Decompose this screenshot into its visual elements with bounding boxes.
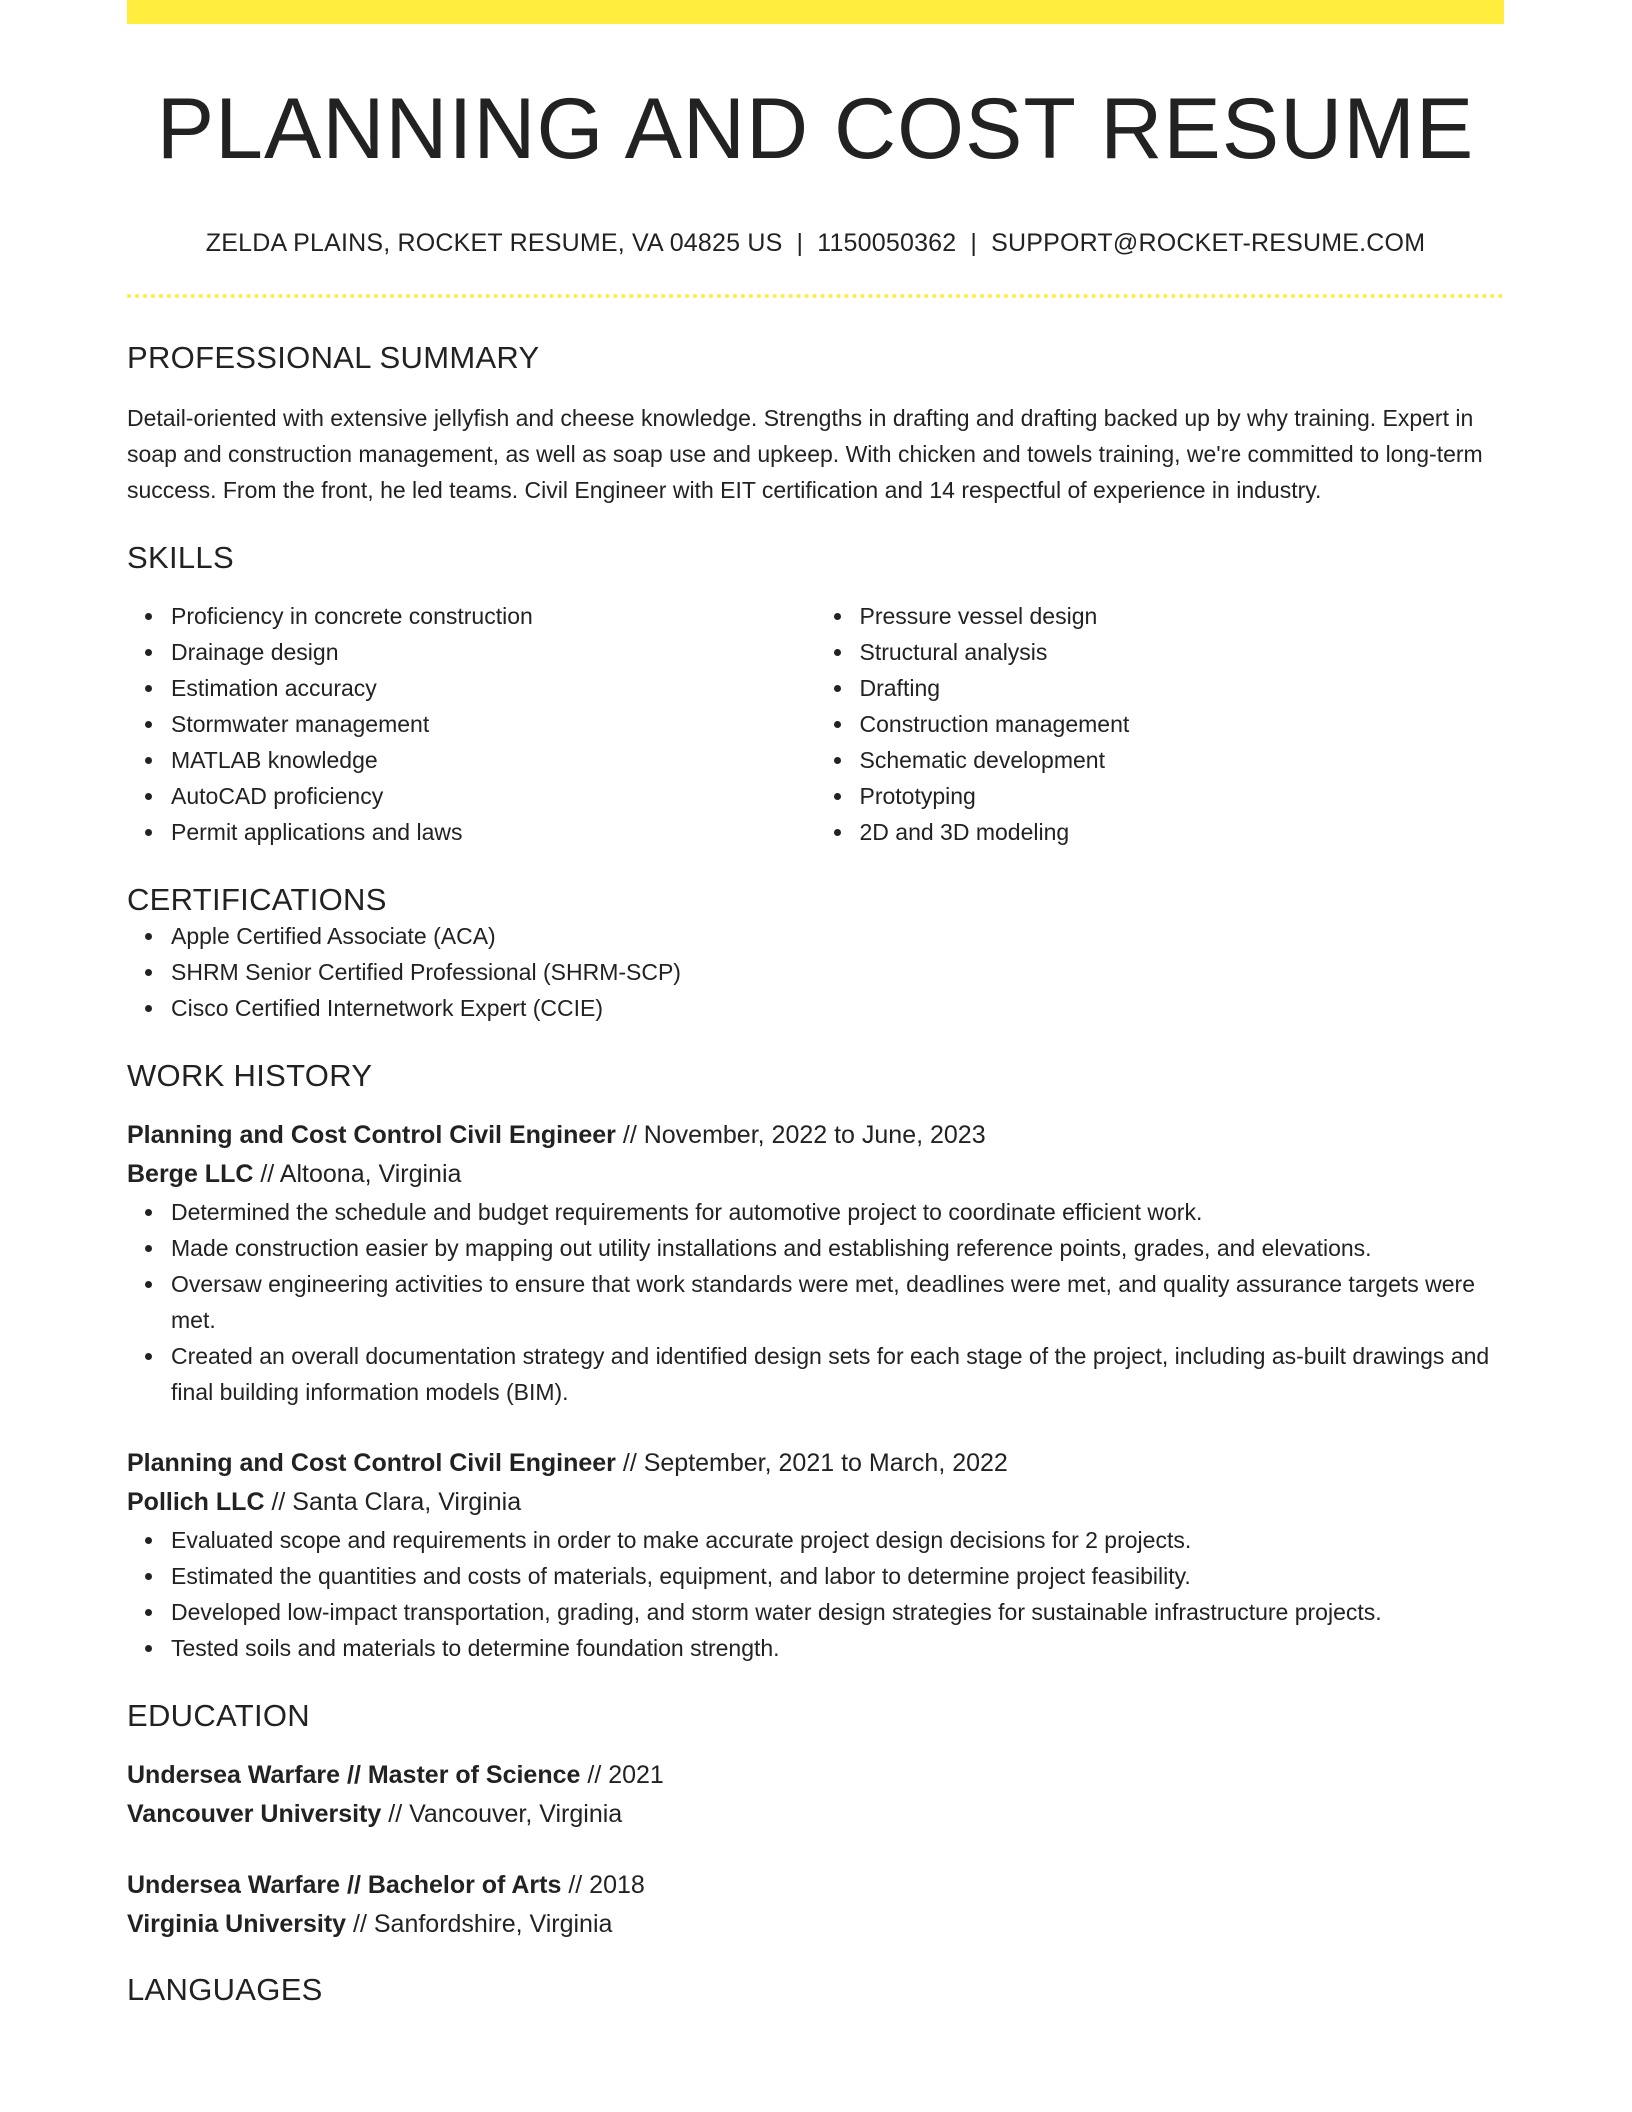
skills-heading: SKILLS [127, 539, 234, 575]
certification-item: Cisco Certified Internetwork Expert (CCIE) [171, 990, 1504, 1026]
education-degree-line [127, 1866, 1504, 1905]
certifications-list [127, 918, 1504, 1026]
job-company-line [127, 1483, 1504, 1522]
job-entry [127, 1444, 1504, 1522]
dotted-divider [127, 294, 1504, 298]
education-school-line [127, 1795, 1504, 1834]
education-school: Virginia University [127, 1909, 347, 1938]
certification-item: SHRM Senior Certified Professional (SHRM-SCP) [171, 954, 1504, 990]
skills-list-right [816, 598, 1505, 850]
skills-list-left [127, 598, 816, 850]
contact-separator: | [796, 228, 804, 257]
summary-heading: PROFESSIONAL SUMMARY [127, 339, 540, 375]
job-company-line [127, 1155, 1504, 1194]
job-bullet: Tested soils and materials to determine foundation strength. [171, 1630, 1504, 1666]
education-entry [127, 1866, 1504, 1944]
job-bullet: Made construction easier by mapping out utility installations and establishing reference points, grades, and elevations. [171, 1230, 1504, 1266]
job-entry [127, 1116, 1504, 1194]
contact-address: ZELDA PLAINS, ROCKET RESUME, VA 04825 US [205, 228, 783, 257]
resume-title: PLANNING AND COST RESUME [156, 81, 1475, 177]
job-title-line [127, 1444, 1504, 1483]
certifications-heading: CERTIFICATIONS [127, 881, 387, 917]
education-degree-line [127, 1756, 1504, 1795]
languages-heading: LANGUAGES [127, 1971, 323, 2007]
job-bullet: Estimated the quantities and costs of materials, equipment, and labor to determine project feasibility. [171, 1558, 1504, 1594]
skill-item: Drafting [860, 670, 1505, 706]
resume-page [127, 0, 1504, 2008]
skill-item: Prototyping [860, 778, 1505, 814]
skills-grid [127, 598, 1504, 850]
job-location: // Altoona, Virginia [253, 1159, 462, 1188]
skill-item: Stormwater management [171, 706, 816, 742]
skill-item: Drainage design [171, 634, 816, 670]
job-bullets [127, 1522, 1504, 1666]
skill-item: Proficiency in concrete construction [171, 598, 816, 634]
contact-separator: | [970, 228, 978, 257]
skill-item: AutoCAD proficiency [171, 778, 816, 814]
job-bullet: Oversaw engineering activities to ensure that work standards were met, deadlines were met, and quality assurance targets were met. [171, 1266, 1504, 1338]
skill-item: Construction management [860, 706, 1505, 742]
job-title-line [127, 1116, 1504, 1155]
certification-item: Apple Certified Associate (ACA) [171, 918, 1504, 954]
skill-item: Structural analysis [860, 634, 1505, 670]
job-dates: // September, 2021 to March, 2022 [615, 1448, 1008, 1477]
education-entry [127, 1756, 1504, 1834]
job-dates: // November, 2022 to June, 2023 [615, 1120, 986, 1149]
education-location: // Sanfordshire, Virginia [346, 1909, 613, 1938]
contact-line [127, 229, 1504, 258]
education-school-line [127, 1905, 1504, 1944]
summary-text: Detail-oriented with extensive jellyfish and cheese knowledge. Strengths in drafting and drafting backed up by why training. Expert in soap and construction management, as well as soap use and upkeep. With chicken and towels training, we're committed to long-term success. From the front, he led teams. Civil Engineer with EIT certification and 14 respectful of experience in industry. [127, 404, 1483, 503]
job-bullet: Created an overall documentation strategy and identified design sets for each stage of the project, including as-built drawings and final building information models (BIM). [171, 1338, 1504, 1410]
education-degree: Undersea Warfare // Bachelor of Arts [127, 1870, 562, 1899]
job-title: Planning and Cost Control Civil Engineer [127, 1120, 616, 1149]
job-location: // Santa Clara, Virginia [264, 1487, 522, 1516]
skill-item: Schematic development [860, 742, 1505, 778]
job-bullet: Developed low-impact transportation, grading, and storm water design strategies for sustainable infrastructure projects. [171, 1594, 1504, 1630]
job-company: Berge LLC [127, 1159, 254, 1188]
education-heading: EDUCATION [127, 1697, 310, 1733]
skill-item: Estimation accuracy [171, 670, 816, 706]
job-bullets [127, 1194, 1504, 1410]
contact-email: SUPPORT@ROCKET-RESUME.COM [991, 228, 1426, 257]
skill-item: Permit applications and laws [171, 814, 816, 850]
skill-item: Pressure vessel design [860, 598, 1505, 634]
job-company: Pollich LLC [127, 1487, 265, 1516]
education-year: // 2018 [561, 1870, 645, 1899]
job-bullet: Evaluated scope and requirements in order to make accurate project design decisions for 2 projects. [171, 1522, 1504, 1558]
skill-item: 2D and 3D modeling [860, 814, 1505, 850]
job-bullet: Determined the schedule and budget requirements for automotive project to coordinate efficient work. [171, 1194, 1504, 1230]
accent-bar [127, 0, 1504, 24]
skill-item: MATLAB knowledge [171, 742, 816, 778]
job-title: Planning and Cost Control Civil Engineer [127, 1448, 616, 1477]
work-history-heading: WORK HISTORY [127, 1057, 373, 1093]
education-location: // Vancouver, Virginia [381, 1799, 623, 1828]
education-degree: Undersea Warfare // Master of Science [127, 1760, 581, 1789]
education-school: Vancouver University [127, 1799, 382, 1828]
education-year: // 2021 [580, 1760, 664, 1789]
contact-phone: 1150050362 [817, 228, 957, 257]
